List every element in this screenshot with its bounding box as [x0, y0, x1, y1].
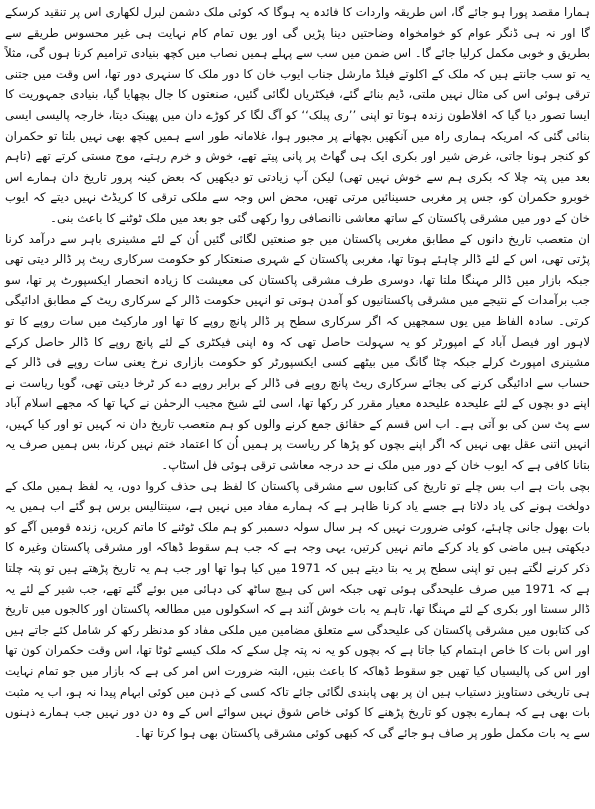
article-paragraph-2: ان متعصب تاریخ دانوں کے مطابق مغربی پاکستان میں جو صنعتیں لگائی گئیں اُن کے لئے مشینری باہر سے درآمد کرنا پڑتی تھی، اس کے لئے ڈالر چاہئے ہوتا تھا، مغربی پاکستان کے شہری صنعتکار کو حکومت سرکاری ریٹ پر ڈالر دیتی تھی جبکہ بازار میں ڈالر مہنگا ملتا تھا، دوسری طرف مشرقی پاکستان کی معیشت کا زیادہ انحصار ایکسپورٹ پر تھا، سو جب برآمدات کے نتیجے میں مشرقی پاکستانیوں کو آمدن ہوتی تو انہیں حکومت ڈالر کے سرکاری ریٹ کے مطابق ادائیگی کرتی۔ سادہ الفاظ میں یوں سمجھیں کہ اگر سرکاری سطح پر ڈالر پانچ روپے کا تھا اور مارکیٹ میں سات روپے کا تو لاہور اور فیصل آباد کے امپورٹر کو یہ سہولت حاصل تھی کہ وہ اپنی فیکٹری کے لئے پانچ روپے کا ڈالر حاصل کرکے مشینری امپورٹ کرلے جبکہ چٹا گانگ میں بیٹھے کسی ایکسپورٹر کو حکومت بازاری نرخ یعنی سات روپے فی ڈالر کے حساب سے ادائیگی کرنے کی بجائے سرکاری ریٹ پانچ روپے فی ڈالر کے برابر روپے دے کر ٹرخا دیتی تھی، گویا ریاست نے اپنے دو بچوں کے لئے علیحدہ علیحدہ معیار مقرر کر رکھا تھا، اسی لئے شیخ مجیب الرحمٰن نے کہا تھا کہ مجھے اسلام آباد سے پٹ سن کی بو آتی ہے۔ اب اس قسم کے حقائق جمع کرنے والوں کو ہم متعصب تاریخ دان نہ کہیں تو اور کیا کہیں، انہیں اتنی عقل بھی نہیں کہ اگر اپنے بچوں کو پڑھا کر ریاست پر ہمیں اُن کا اعتماد ختم نہیں کرنا، بس ہمیں صرف یہ بتانا کافی ہے کہ ایوب خان کے دور میں ملک نے حد درجہ معاشی ترقی ہوئی فل اسٹاپ۔ [5, 231, 590, 473]
article-paragraph-3: بچی بات ہے اب بس چلے تو تاریخ کی کتابوں سے مشرقی پاکستان کا لفظ ہی حذف کروا دوں، یہ لفظ ہمیں ملک کے دولخت ہونے کی یاد دلاتا ہے جسے یاد کرنا ظاہر ہے کہ ہمارے مفاد میں نہیں ہے، سینتالیس برس ہو گئے اب ہمیں یہ بات بھول جانی چاہئے، کوئی ضرورت نہیں کہ ہر سال سولہ دسمبر کو ہم ملک ٹوٹنے کا ماتم کریں، زندہ قومیں آگے کو دیکھتی ہیں ماضی کو یاد کرکے ماتم نہیں کرتیں، یہی وجہ ہے کہ جب ہم سقوط ڈھاکہ اور مشرقی پاکستان وغیرہ کا ذکر کرنے لگتے ہیں تو اپنی سطح پر یہ بتا دیتے ہیں کہ 1971 میں کیا ہوا تھا اور جب ہم یہ تاریخ پڑھتے ہیں تو پتہ چلتا ہے کہ 1971 میں صرف علیحدگی ہوئی تھی جبکہ اس کی ہیچ ساٹھ کی دہائی میں بوئے گئے تھے، جب شیر کے لئے یہ ڈالر سستا اور بکری کے لئے مہنگا تھا، تاہم یہ بات خوش آئند ہے کہ اسکولوں میں مطالعہ پاکستان اور کالجوں میں تاریخ کی کتابوں میں مشرقی پاکستان کی علیحدگی سے متعلق مضامین میں ملکی مفاد کو مدنظر رکھ کر شامل کئے جاتے ہیں اور اس بات کا خاص اہتمام کیا جاتا ہے کہ بچوں کو یہ نہ پتہ چل سکے کہ ملک کیسے ٹوٹا تھا، اس وقت حکمران کون تھا اور اس کی پالیسیاں کیا تھیں جو سقوط ڈھاکہ کا باعث بنیں، البتہ ضرورت اس امر کی ہے کہ بازار میں جو تمام نہایت ہی تاریخی دستاویز دستیاب ہیں ان پر بھی پابندی لگائی جائے تاکہ کسی کے ذہن میں کوئی ابہام پیدا نہ ہو، اب یہ مثبت بات بھی ہے کہ ہمارے بچوں کو تاریخ پڑھنے کا کوئی خاص شوق نہیں سوائے اس کے وہ دن دور نہیں جب ہمارے ذہنوں سے یہ بات مکمل طور پر صاف ہو جائے گی کہ کبھی کوئی مشرقی پاکستان بھی ہوا کرتا تھا۔ [5, 478, 591, 740]
article-paragraph-1: ہمارا مقصد پورا ہو جائے گا، اس طریقہ واردات کا فائدہ یہ ہوگا کہ کوئی ملک دشمن لبرل لکھاری اس پر تنقید کرسکے گا اور نہ ہی ڈنگر عوام کو خوامخواہ وضاحتیں دینا پڑیں گی اور یوں تمام کام نہایت ہی غیر محسوس طریقے سے بطریق و خوبی مکمل کرلیا جائے گا۔ اس ضمن میں سب سے پہلے ہمیں نصاب میں کچھ بنیادی ترامیم کرنا ہوں گی، مثلاً یہ تو سب جانتے ہیں کہ ملک کے اکلوتے فیلڈ مارشل جناب ایوب خان کا دور ملک کا سنہری دور تھا، اس وقت میں جتنی ترقی ہوئی اس کی مثال نہیں ملتی، ڈیم بنائے گئے، فیکٹریاں لگائی گئیں، صنعتوں کا جال بچھایا گیا، بنیادی جمہوریت کا ایسا تصور دیا گیا کہ افلاطون زندہ ہوتا تو اپنی ’’ری پبلک‘‘ کو آگ لگا کر کوڑے دان میں پھینک دیتا، خارجہ پالیسی ایسی بنائی گئی کہ امریکہ ہماری راہ میں آنکھیں بچھانے پر مجبور ہوا، غلامانہ طور اسے ہمیں کچھ بھی نہیں بلتا تو حکمران کو کنجر ہونا جاتی، غرض شیر اور بکری ایک ہی گھاٹ پر پانی پیتے تھے، خوش و خرم رہتے، موج مستی کرتے تھے (تاہم بعد میں پتہ چلا کہ بکری ہم سے خوش نہیں تھی) لیکن آپ زیادتی تو دیکھیں کہ بعض کینہ پرور تاریخ دان ہمارے اس خوبرو حکمران کو، جس پر مغربی حسینائیں مرتی تھیں، محض اس وجہ سے ملکی ترقی کا کریڈٹ نہیں دیتے کہ ایوب خان کے دور میں مشرقی پاکستان کے ساتھ معاشی ناانصافی روا رکھی گئی جو بعد میں ملک ٹوٹنے کا باعث بنی۔ [5, 5, 590, 225]
